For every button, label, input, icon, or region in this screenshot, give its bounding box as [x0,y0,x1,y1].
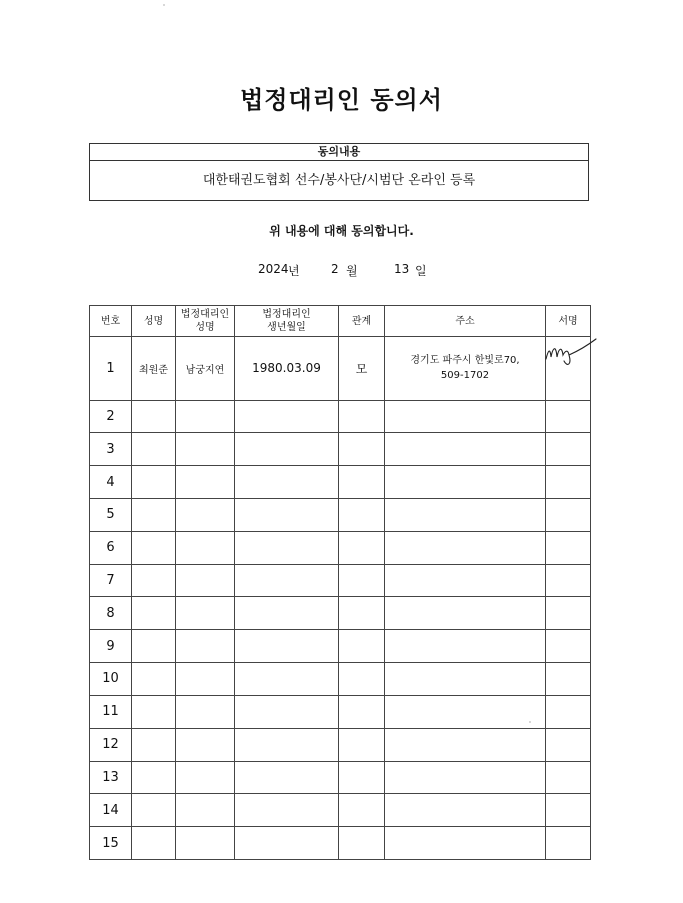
header-no: 번호 [90,306,132,337]
cell-guardian-birth [235,433,339,466]
row-number: 12 [90,728,132,761]
cell-relation [339,630,385,663]
cell-address [385,433,546,466]
table-row [90,761,591,794]
cell-name [132,630,176,663]
cell-guardian-name [176,433,235,466]
row-number: 15 [90,827,132,860]
cell-guardian-birth [235,630,339,663]
cell-guardian-name [176,564,235,597]
cell-signature [546,794,591,827]
row-number: 5 [90,499,132,532]
row-number: 3 [90,433,132,466]
address-line1: 경기도 파주시 한빛로70, [410,355,520,367]
scan-speck [529,721,531,723]
table-row [90,794,591,827]
header-address: 주소 [385,306,546,337]
cell-guardian-name [176,499,235,532]
cell-signature [546,433,591,466]
row-number: 9 [90,630,132,663]
cell-guardian-birth [235,466,339,499]
cell-signature [546,400,591,433]
cell-signature [546,663,591,696]
header-guardian-name [176,306,235,337]
cell-guardian-name [176,597,235,630]
cell-guardian-birth [235,695,339,728]
cell-guardian-name [176,794,235,827]
cell-guardian-name [176,466,235,499]
cell-relation [339,728,385,761]
cell-guardian-name [176,531,235,564]
header-guardian-birth [235,306,339,337]
cell-guardian-birth: 1980.03.09 [235,337,339,401]
table-row [90,728,591,761]
cell-relation [339,433,385,466]
row-number: 1 [90,337,132,401]
handwritten-signature [542,335,600,369]
cell-address [385,728,546,761]
cell-address [385,337,546,401]
row-number: 4 [90,466,132,499]
cell-guardian-name [176,400,235,433]
cell-relation: 모 [339,337,385,401]
cell-signature [546,761,591,794]
header-guardian-name-line2: 성명 [195,322,215,333]
scan-speck [163,4,165,6]
cell-guardian-name [176,761,235,794]
guardian-table [89,305,591,860]
cell-name [132,663,176,696]
table-row [90,531,591,564]
row-number: 8 [90,597,132,630]
cell-signature [546,499,591,532]
cell-address [385,663,546,696]
consent-content: 대한태권도협회 선수/봉사단/시범단 온라인 등록 [202,173,476,188]
cell-guardian-birth [235,827,339,860]
table-row [90,337,591,401]
cell-address [385,794,546,827]
cell-signature [546,728,591,761]
cell-signature [546,564,591,597]
cell-guardian-name: 남궁지연 [176,337,235,401]
cell-guardian-name [176,728,235,761]
cell-guardian-birth [235,531,339,564]
header-guardian-birth-line1: 법정대리인 [262,309,311,320]
cell-relation [339,531,385,564]
row-number: 10 [90,663,132,696]
cell-name: 최원준 [132,337,176,401]
table-row [90,695,591,728]
cell-signature [546,630,591,663]
header-guardian-name-line1: 법정대리인 [180,309,230,320]
cell-address [385,630,546,663]
cell-relation [339,827,385,860]
agreement-statement: 위 내용에 대해 동의합니다. [269,224,414,238]
cell-relation [339,564,385,597]
cell-signature [546,466,591,499]
date-day: 13 [394,262,410,276]
row-number: 2 [90,400,132,433]
cell-name [132,695,176,728]
table-row [90,630,591,663]
cell-address [385,761,546,794]
header-guardian-birth-line2: 생년월일 [267,322,306,333]
cell-guardian-birth [235,794,339,827]
date-year-unit: 년 [288,264,300,278]
cell-relation [339,400,385,433]
cell-name [132,597,176,630]
cell-name [132,728,176,761]
cell-relation [339,663,385,696]
cell-relation [339,597,385,630]
cell-address [385,695,546,728]
cell-guardian-name [176,630,235,663]
date-year: 2024 [258,262,289,276]
cell-guardian-birth [235,499,339,532]
cell-guardian-birth [235,663,339,696]
cell-name [132,761,176,794]
cell-address [385,466,546,499]
cell-guardian-birth [235,564,339,597]
date-day-unit: 일 [415,264,427,278]
cell-name [132,466,176,499]
consent-header: 동의내용 [90,144,588,161]
cell-signature [546,597,591,630]
date-month: 2 [331,262,339,276]
header-signature: 서명 [546,306,591,337]
row-number: 7 [90,564,132,597]
table-row [90,433,591,466]
cell-address [385,827,546,860]
row-number: 14 [90,794,132,827]
row-number: 6 [90,531,132,564]
cell-name [132,499,176,532]
cell-guardian-birth [235,400,339,433]
table-row [90,499,591,532]
cell-address [385,400,546,433]
table-row [90,597,591,630]
header-relation: 관계 [339,306,385,337]
cell-guardian-name [176,663,235,696]
cell-signature [546,531,591,564]
cell-signature [546,337,591,401]
cell-address [385,531,546,564]
cell-address [385,564,546,597]
cell-guardian-name [176,827,235,860]
cell-guardian-birth [235,728,339,761]
cell-name [132,827,176,860]
table-row [90,400,591,433]
table-row [90,663,591,696]
cell-address [385,499,546,532]
table-body [90,337,591,860]
row-number: 11 [90,695,132,728]
consent-box [89,143,589,201]
date-month-unit: 월 [346,264,358,278]
cell-relation [339,761,385,794]
cell-signature [546,695,591,728]
table-row [90,564,591,597]
cell-name [132,400,176,433]
cell-relation [339,499,385,532]
cell-name [132,794,176,827]
cell-guardian-birth [235,761,339,794]
address-line2: 509-1702 [440,370,490,382]
row-number: 13 [90,761,132,794]
table-row [90,466,591,499]
cell-relation [339,695,385,728]
cell-relation [339,794,385,827]
page-title: 법정대리인 동의서 [240,86,443,114]
cell-relation [339,466,385,499]
cell-guardian-birth [235,597,339,630]
cell-signature [546,827,591,860]
cell-name [132,433,176,466]
cell-address [385,597,546,630]
cell-name [132,564,176,597]
table-header-row [90,306,591,337]
table-row [90,827,591,860]
header-name: 성명 [132,306,176,337]
cell-guardian-name [176,695,235,728]
cell-name [132,531,176,564]
